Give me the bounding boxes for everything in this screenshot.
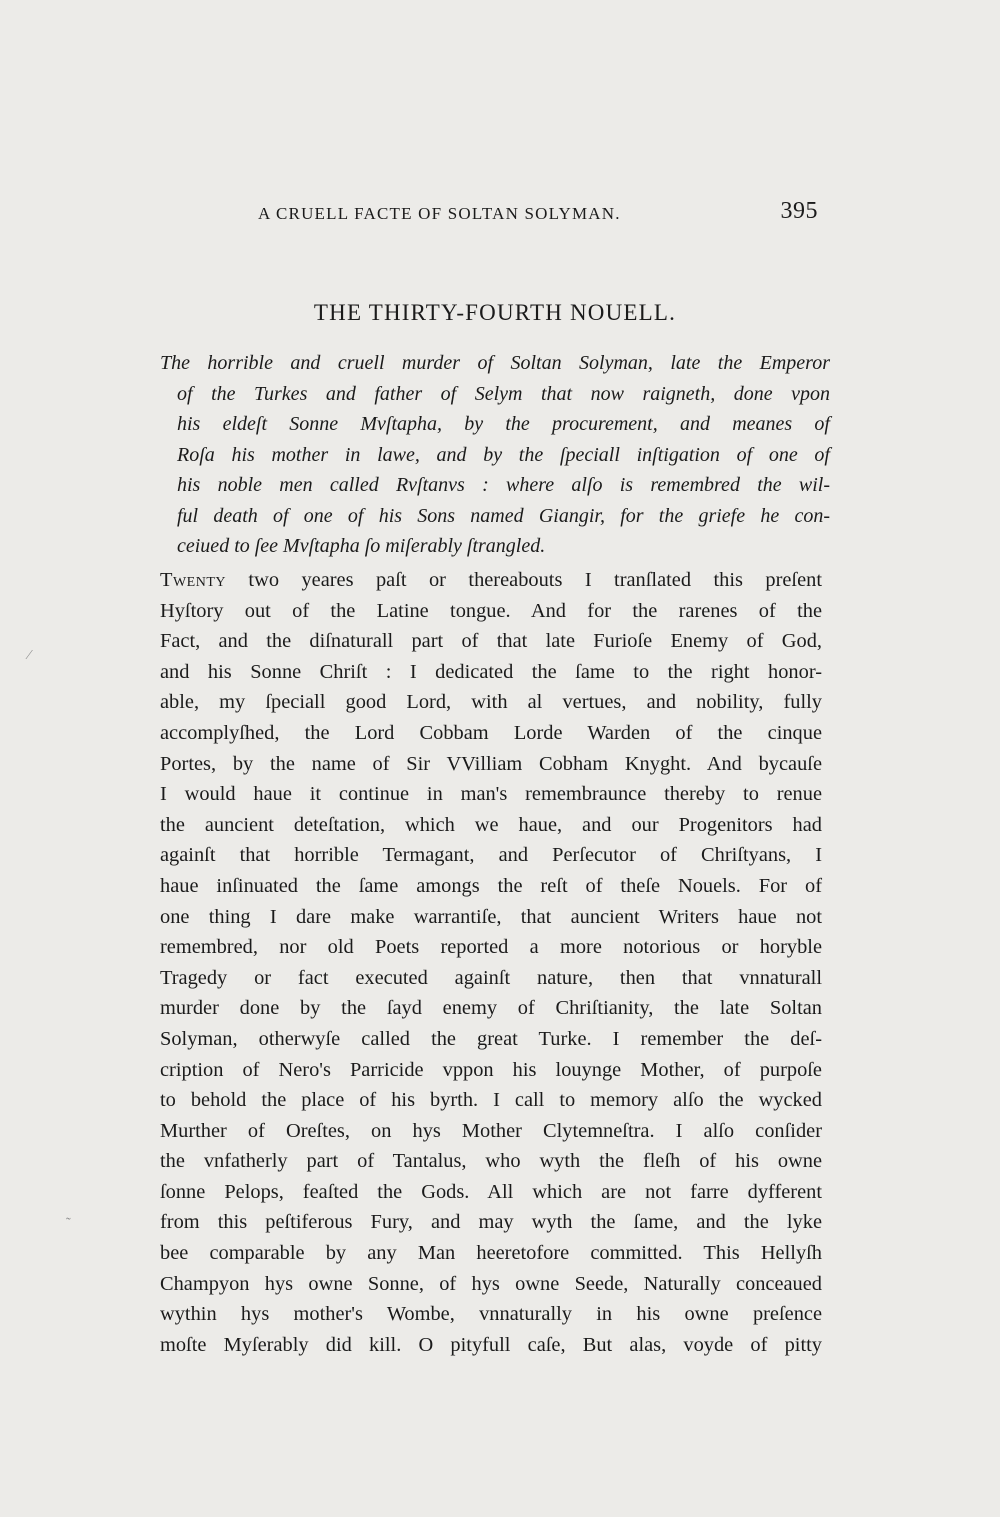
body-line: I would haue it continue in man's remembraunce thereby to renue [160,783,822,806]
body-line: and his Sonne Chriſt : I dedicated the ſame to the right honor- [160,660,822,683]
body-line: accomplyſhed, the Lord Cobbam Lorde Warden of the cinque [160,721,822,744]
summary-line: ful death of one of his Sons named Giangir, for the griefe he con- [177,504,830,527]
margin-mark: ˜ [66,1216,71,1231]
body-line: ſonne Pelops, feaſted the Gods. All which are not farre dyfferent [160,1180,822,1203]
body-line: Murther of Oreſtes, on hys Mother Clytemneſtra. I alſo conſider [160,1119,822,1142]
body-line: againſt that horrible Termagant, and Perſecutor of Chriſtyans, I [160,844,822,867]
body-line: the vnfatherly part of Tantalus, who wyth the fleſh of his owne [160,1150,822,1173]
page-number: 395 [780,198,818,224]
body-line [160,565,822,596]
body-line: Portes, by the name of Sir VVilliam Cobham Knyght. And bycauſe [160,752,822,775]
body-line: bee comparable by any Man heeretofore committed. This Hellyſh [160,1242,822,1265]
body-line: cription of Nero's Parricide vppon his louynge Mother, of purpoſe [160,1058,822,1081]
body-line: murder done by the ſayd enemy of Chriſtianity, the late Soltan [160,997,822,1020]
running-head [160,198,820,234]
running-title: A CRUELL FACTE OF SOLTAN SOLYMAN. [258,204,621,223]
summary-line: ceiued to ſee Mvſtapha ſo miſerably ſtrangled. [177,535,546,557]
summary-line: his eldeſt Sonne Mvſtapha, by the procurement, and meanes of [177,413,830,435]
summary-line: his noble men called Rvſtanvs : where alſo is remembred the wil- [177,474,830,496]
body-line: wythin hys mother's Wombe, vnnaturally in his owne preſence [160,1303,822,1326]
body-line: able, my ſpeciall good Lord, with al vertues, and nobility, fully [160,691,822,714]
body-line: from this peſtiferous Fury, and may wyth the ſame, and the lyke [160,1211,822,1234]
chapter-summary [160,348,830,562]
body-line: Tragedy or fact executed againſt nature, then that vnnaturall [160,966,822,989]
body-line: Hyſtory out of the Latine tongue. And for the rarenes of the [160,599,822,622]
body-line: remembred, nor old Poets reported a more notorious or horyble [160,936,822,959]
margin-mark: ⁄ [28,648,31,663]
summary-line: The horrible and cruell murder of Soltan Solyman, late the Emperor [160,352,830,374]
body-text [160,565,822,1360]
chapter-title: THE THIRTY-FOURTH NOUELL. [313,300,677,325]
body-line: Solyman, otherwyſe called the great Turke. I remember the deſ- [160,1027,822,1050]
opening-word: Twenty [160,569,226,591]
body-line: to behold the place of his byrth. I call to memory alſo the wycked [160,1089,822,1112]
body-line: one thing I dare make warrantiſe, that auncient Writers haue not [160,905,822,928]
body-line: Champyon hys owne Sonne, of hys owne Seede, Naturally conceaued [160,1272,822,1295]
summary-line: Roſa his mother in lawe, and by the ſpeciall inſtigation of one of [177,443,830,466]
summary-line: of the Turkes and father of Selym that now raigneth, done vpon [177,382,830,405]
body-line: Fact, and the diſnaturall part of that late Furioſe Enemy of God, [160,630,822,653]
body-line: the auncient deteſtation, which we haue, and our Progenitors had [160,813,822,836]
first-line-text: two yeares paſt or thereabouts I tranſlated this preſent [226,569,822,591]
body-line: moſte Myſerably did kill. O pityfull caſe, But alas, voyde of pitty [160,1333,822,1356]
body-line: haue inſinuated the ſame amongs the reſt of theſe Nouels. For of [160,874,822,897]
